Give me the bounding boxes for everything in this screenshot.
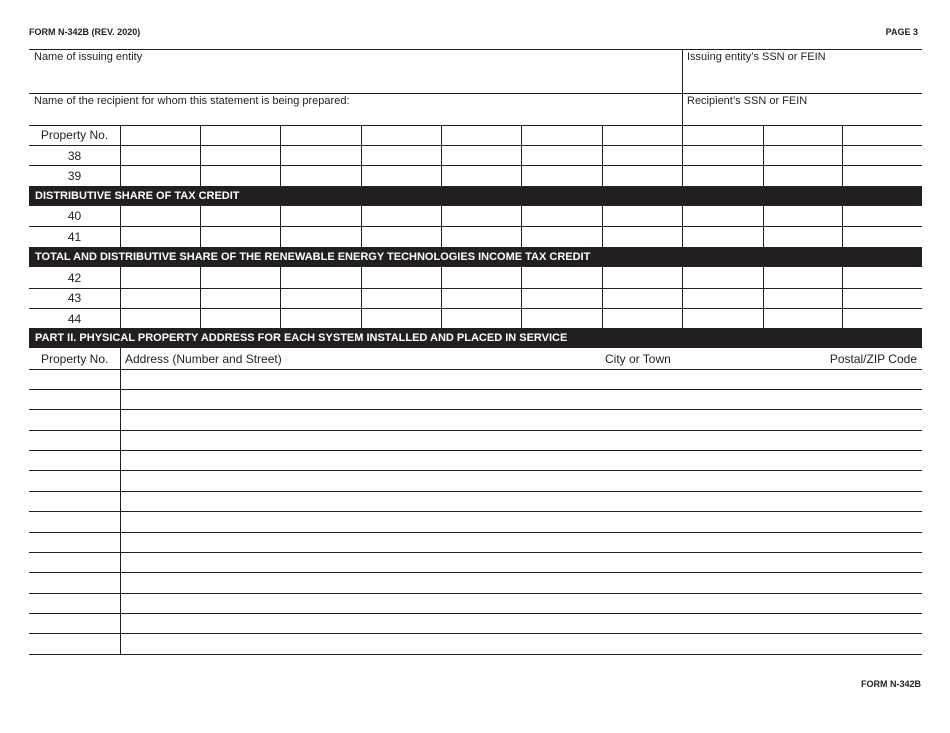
line-number-38: 38 (67, 149, 82, 163)
issuing-entity-name-field[interactable] (29, 64, 682, 92)
address-row-line (29, 654, 922, 655)
column-divider (120, 267, 121, 328)
top-border (29, 49, 922, 50)
line-number-44: 44 (67, 312, 82, 326)
column-divider (682, 267, 683, 328)
recipient-ssn-label: Recipient’s SSN or FEIN (687, 95, 808, 107)
address-row-line (29, 511, 922, 512)
column-divider (441, 206, 442, 247)
form-id-footer: FORM N-342B (860, 679, 921, 689)
column-divider (361, 206, 362, 247)
address-row-line (29, 613, 922, 614)
address-row-line (29, 369, 922, 370)
column-divider (763, 267, 764, 328)
entity-divider (29, 93, 922, 94)
row-divider (29, 288, 922, 289)
line-number-43: 43 (67, 291, 82, 305)
column-divider (280, 267, 281, 328)
column-divider (763, 206, 764, 247)
row-divider (29, 165, 922, 166)
column-divider (521, 125, 522, 186)
row-divider (29, 226, 922, 227)
column-divider (441, 125, 442, 186)
address-row-line (29, 450, 922, 451)
column-divider (441, 267, 442, 328)
address-row-line (29, 389, 922, 390)
issuing-entity-label: Name of issuing entity (34, 51, 143, 63)
line-number-41: 41 (67, 230, 82, 244)
column-divider (763, 125, 764, 186)
recipient-ssn-field[interactable] (683, 108, 922, 125)
recipient-name-field[interactable] (29, 108, 682, 125)
column-divider (521, 206, 522, 247)
page-number: PAGE 3 (885, 27, 918, 37)
address-row-line (29, 552, 922, 553)
section-band-total-distributive-share: TOTAL AND DISTRIBUTIVE SHARE OF THE RENEWABLE ENERGY TECHNOLOGIES INCOME TAX CREDIT (29, 247, 922, 267)
column-divider (120, 125, 121, 186)
address-row-line (29, 572, 922, 573)
line-number-40: 40 (67, 209, 82, 223)
address-row-line (29, 532, 922, 533)
issuing-entity-ssn-field[interactable] (683, 64, 922, 92)
address-row-line (29, 593, 922, 594)
section-band-distributive-share: DISTRIBUTIVE SHARE OF TAX CREDIT (29, 186, 922, 206)
column-divider (602, 206, 603, 247)
table-top-border (29, 125, 922, 126)
recipient-name-label: Name of the recipient for whom this statement is being prepared: (34, 95, 350, 107)
address-row-line (29, 491, 922, 492)
column-divider (842, 267, 843, 328)
issuing-entity-ssn-label: Issuing entity’s SSN or FEIN (687, 51, 826, 63)
column-divider (280, 125, 281, 186)
part2-zip-header: Postal/ZIP Code (829, 352, 917, 366)
column-divider (361, 267, 362, 328)
column-divider (602, 267, 603, 328)
column-divider (842, 125, 843, 186)
column-divider (361, 125, 362, 186)
form-id-header: FORM N-342B (REV. 2020) (29, 27, 141, 37)
part2-address-header: Address (Number and Street) (125, 352, 282, 366)
property-no-header: Property No. (40, 128, 109, 142)
column-divider (200, 267, 201, 328)
row-divider (29, 308, 922, 309)
address-row-line (29, 470, 922, 471)
part2-column-divider (120, 348, 121, 654)
part2-property-no-header: Property No. (41, 352, 109, 366)
column-divider (842, 206, 843, 247)
address-row-line (29, 409, 922, 410)
part2-city-header: City or Town (605, 352, 671, 366)
row-divider (29, 145, 922, 146)
column-divider (521, 267, 522, 328)
address-row-line (29, 633, 922, 634)
column-divider (682, 206, 683, 247)
part2-title-band: PART II. PHYSICAL PROPERTY ADDRESS FOR EACH SYSTEM INSTALLED AND PLACED IN SERVICE (29, 328, 922, 348)
column-divider (120, 206, 121, 247)
column-divider (602, 125, 603, 186)
column-divider (200, 206, 201, 247)
address-row-line (29, 430, 922, 431)
line-number-42: 42 (67, 271, 82, 285)
column-divider (682, 125, 683, 186)
column-divider (200, 125, 201, 186)
column-divider (280, 206, 281, 247)
line-number-39: 39 (67, 169, 82, 183)
